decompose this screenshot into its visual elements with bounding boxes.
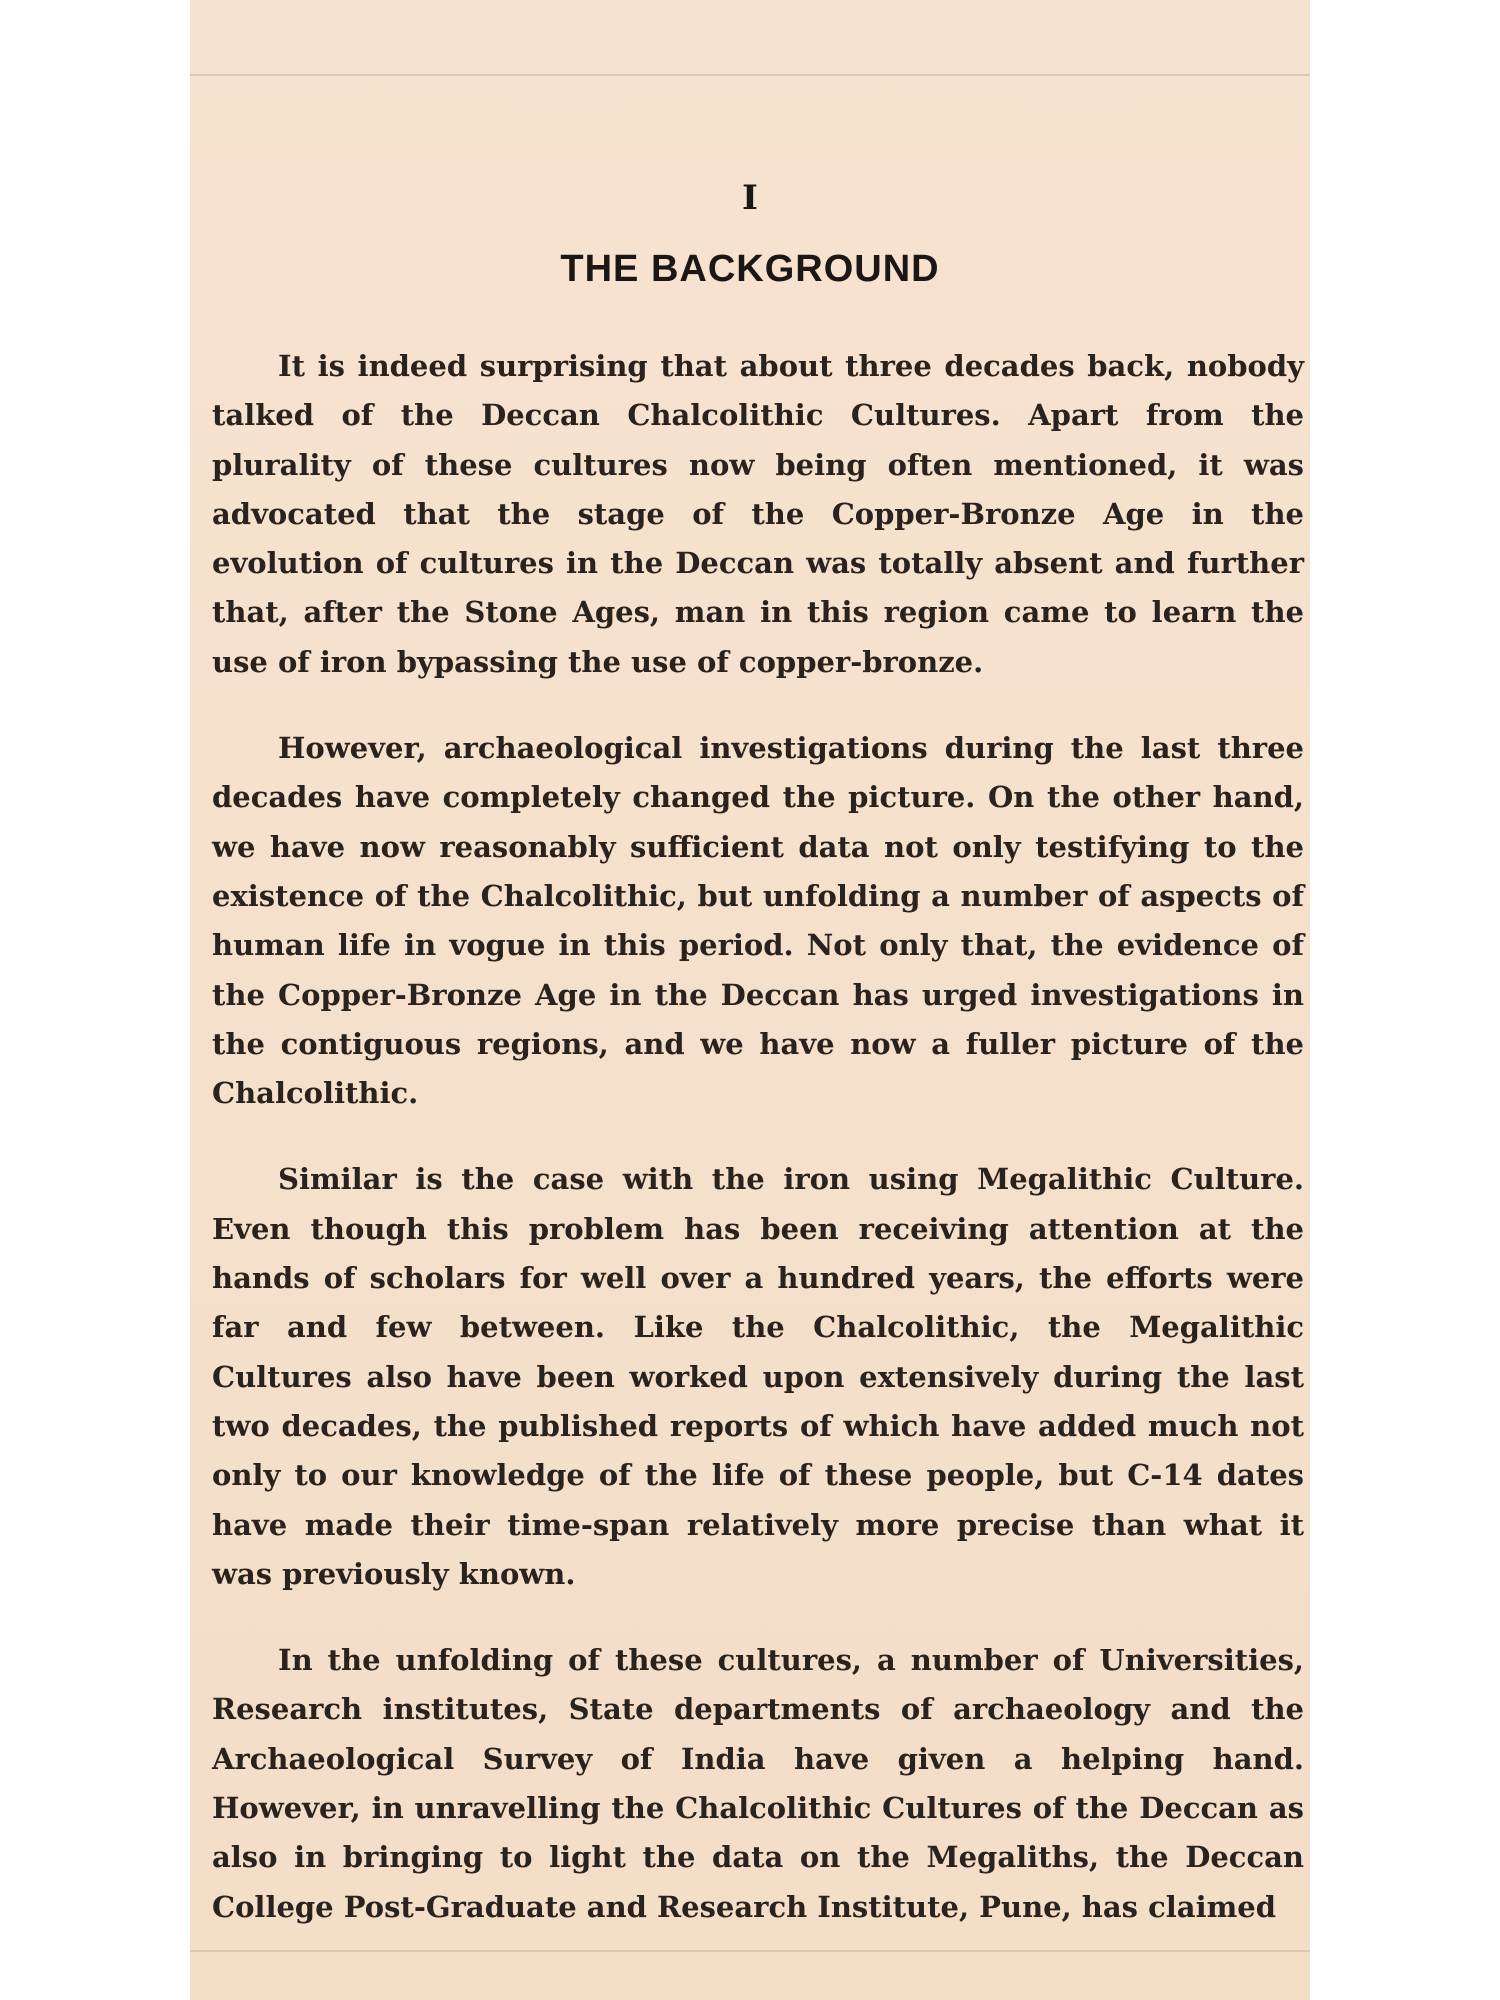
chapter-number: I (742, 178, 758, 218)
paragraph-4: In the unfolding of these cultures, a number of Universities, Research institutes, State departments of archaeology and the Archaeological Survey of India have given a helping hand. However, in unravelling the Chalcolithic Cultures of the Deccan as also in bringing to light the data on the Megaliths, the Deccan College Post-Graduate and Research Institute, Pune, has claimed (212, 1643, 1304, 1924)
chapter-body (212, 342, 1304, 1969)
bottom-rule (190, 1950, 1310, 1952)
top-rule (190, 74, 1310, 76)
chapter-title: THE BACKGROUND (560, 248, 940, 290)
paragraph-2: However, archaeological investigations during the last three decades have completely changed the picture. On the other hand, we have now reasonably sufficient data not only testifying to the existence of the Chalcolithic, but unfolding a number of aspects of human life in vogue in this period. Not only that, the evidence of the Copper-Bronze Age in the Deccan has urged investigations in the contiguous regions, and we have now a fuller picture of the Chalcolithic. (212, 731, 1304, 1111)
paragraph-1: It is indeed surprising that about three decades back, nobody talked of the Deccan Chalcolithic Cultures. Apart from the plurality of these cultures now being often mentioned, it was advocated that the stage of the Copper-Bronze Age in the evolution of cultures in the Deccan was totally absent and further that, after the Stone Ages, man in this region came to learn the use of iron bypassing the use of copper-bronze. (212, 349, 1304, 679)
paragraph-3: Similar is the case with the iron using Megalithic Culture. Even though this problem has been receiving attention at the hands of scholars for well over a hundred years, the efforts were far and few between. Like the Chalcolithic, the Megalithic Cultures also have been worked upon extensively during the last two decades, the published reports of which have added much not only to our knowledge of the life of these people, but C-14 dates have made their time-span relatively more precise than what it was previously known. (212, 1162, 1304, 1591)
book-page (190, 0, 1310, 2000)
